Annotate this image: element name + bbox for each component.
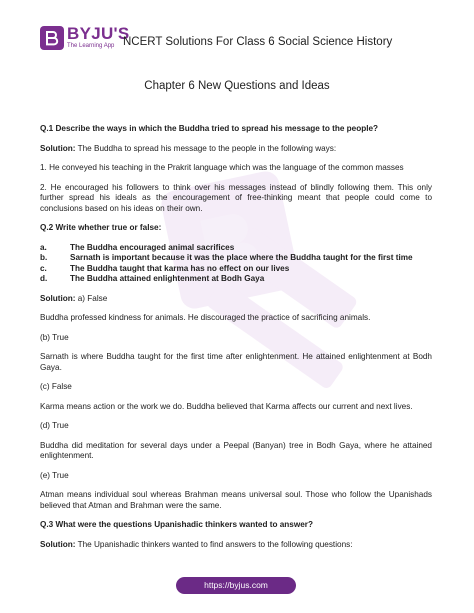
solution-1 — [40, 144, 432, 155]
list-item: b. Sarnath is important because it was the place where the Buddha taught for the first time — [40, 253, 413, 262]
answer-e: (e) True — [40, 470, 69, 480]
chapter-title: Chapter 6 New Questions and Ideas — [144, 80, 330, 92]
byjus-logo-icon — [40, 26, 64, 50]
solution-text: The Upanishadic thinkers wanted to find answers to the following questions: — [75, 539, 353, 549]
explanation-e: Atman means individual soul whereas Brahman means universal soul. Those who follow the Upanishads believed that Atman and Brahman were the same. — [40, 490, 432, 510]
solution-label: Solution: — [40, 539, 76, 549]
list-item: a. The Buddha encouraged animal sacrifices — [40, 242, 235, 252]
main-content — [40, 124, 432, 559]
point-1: 1. He conveyed his teaching in the Prakrit language which was the language of the common masses — [40, 163, 404, 172]
brand-name: BYJU'S — [67, 24, 130, 43]
solution-label: Solution: — [40, 143, 76, 153]
point-2: 2. He encouraged his followers to think over his messages instead of blindly following them. This only further spread his ideals as the encouragement of free-thinking meant that people could come to conclusions based on his ideas on their own. — [40, 182, 432, 213]
solution-text: The Buddha to spread his message to the people in the following ways: — [75, 143, 337, 153]
explanation-d: Buddha did meditation for several days under a Peepal (Banyan) tree in Bodh Gaya, where he attained enlightenment. — [40, 440, 432, 460]
answer-d: (d) True — [40, 421, 69, 430]
document-title: NCERT Solutions For Class 6 Social Science History — [123, 36, 393, 48]
footer-url-link[interactable]: https://byjus.com — [176, 577, 296, 594]
list-item: d. The Buddha attained enlightenment at Bodh Gaya — [40, 274, 265, 283]
explanation-a: Buddha professed kindness for animals. He discouraged the practice of sacrificing animals. — [40, 313, 371, 322]
list-item: c. The Buddha taught that karma has no effect on our lives — [40, 263, 290, 273]
true-false-list — [40, 243, 432, 285]
answer-c: (c) False — [40, 382, 72, 391]
answer-b: (b) True — [40, 332, 69, 342]
explanation-b: Sarnath is where Buddha taught for the first time after enlightenment. He attained enlightenment at Bodh Gaya. — [40, 352, 432, 372]
question-2: Q.2 Write whether true or false: — [40, 223, 162, 232]
answer-a: a) False — [75, 293, 108, 303]
solution-2 — [40, 294, 432, 305]
question-1: Q.1 Describe the ways in which the Buddha tried to spread his message to the people? — [40, 124, 379, 133]
explanation-c: Karma means action or the work we do. Buddha believed that Karma affects our current and next lives. — [40, 401, 413, 411]
solution-label: Solution: — [40, 293, 76, 303]
brand-tagline: The Learning App — [67, 43, 115, 49]
solution-3 — [40, 540, 432, 551]
question-3: Q.3 What were the questions Upanishadic thinkers wanted to answer? — [40, 520, 313, 529]
page-header — [40, 24, 460, 58]
